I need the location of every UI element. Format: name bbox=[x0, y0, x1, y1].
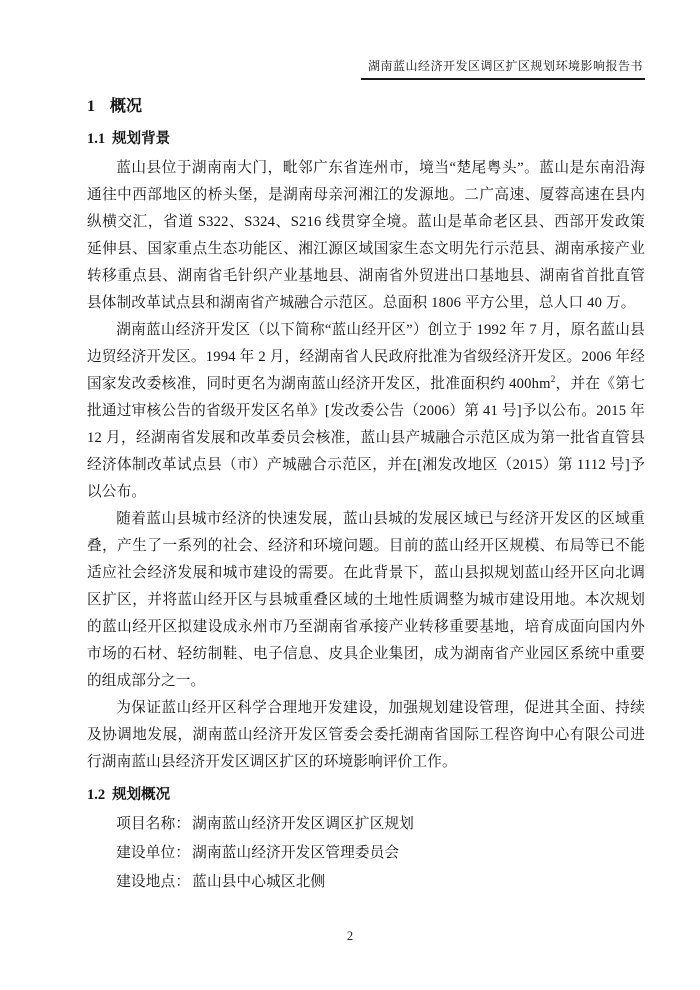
section-heading-background bbox=[87, 129, 645, 149]
overview-item-construction-site bbox=[87, 868, 645, 897]
construction-site-label: 建设地点： bbox=[116, 874, 191, 890]
paragraph-county-intro: 蓝山县位于湖南南大门，毗邻广东省连州市，境当“楚尾粤头”。蓝山是东南沿海通往中西部地区的桥头堡，是湖南母亲河湘江的发源地。二广高速、厦蓉高速在县内纵横交汇，省道 S322、S324、S216 线贯穿全境。蓝山是革命老区县、西部开发政策延伸县、国家重点生态功能区、湘江源区域国家生态文明先行示范县、湖南承接产业转移重点县、湖南省毛针织产业基地县、湖南省外贸进出口基地县、湖南省首批直管县体制改革试点县和湖南省产城融合示范区。总面积 1806 平方公里，总人口 40 万。 bbox=[87, 160, 645, 311]
section-overview-number: 1.2 bbox=[87, 787, 106, 803]
section-overview-title: 规划概况 bbox=[112, 787, 171, 803]
project-name-value: 湖南蓝山经济开发区调区扩区规划 bbox=[192, 816, 415, 832]
section-background-title: 规划背景 bbox=[112, 131, 171, 147]
paragraph-expansion-rationale: 随着蓝山县城市经济的快速发展，蓝山县城的发展区域已与经济开发区的区域重叠，产生了一系列的社会、经济和环境问题。目前的蓝山经开区规模、布局等已不能适应社会经济发展和城市建设的需要。在此背景下，蓝山县拟规划蓝山经开区向北调区扩区，并将蓝山经开区与县城重叠区域的土地性质调整为城市建设用地。本次规划的蓝山经开区拟建设成永州市乃至湖南省承接产业转移重要基地，培育成面向国内外市场的石材、轻纺制鞋、电子信息、皮具企业集团，成为湖南省产业园区系统中重要的组成部分之一。 bbox=[87, 511, 645, 689]
page-number: 2 bbox=[346, 929, 354, 943]
paragraph-zone-history bbox=[87, 317, 645, 506]
zone-history-text-b: ，并在《第七批通过审核公告的省级开发区名单》[发改委公告（2006）第 41 号]予以公布。2015 年 12 月，经湖南省发展和改革委员会核准，蓝山县产城融合示范区成为第一批省直管县经济体制改革试点县（市）产城融合示范区，并在[湘发改地区（2015）第 1112 号]予以公布。 bbox=[87, 376, 645, 500]
page-header bbox=[87, 58, 645, 80]
overview-item-construction-unit bbox=[87, 839, 645, 868]
paragraph-eia-commission: 为保证蓝山经开区科学合理地开发建设，加强规划建设管理，促进其全面、持续及协调地发展，湖南蓝山经济开发区管委会委托湖南省国际工程咨询中心有限公司进行湖南蓝山县经济开发区调区扩区的环境影响评价工作。 bbox=[87, 700, 645, 770]
section-heading-overview bbox=[87, 785, 645, 805]
page-footer bbox=[0, 929, 700, 944]
running-header-title: 湖南蓝山经济开发区调区扩区规划环境影响报告书 bbox=[361, 58, 645, 80]
chapter-number: 1 bbox=[87, 98, 95, 115]
construction-unit-value: 湖南蓝山经济开发区管理委员会 bbox=[192, 845, 400, 861]
overview-item-project-name bbox=[87, 810, 645, 839]
chapter-title: 概况 bbox=[110, 98, 143, 115]
construction-site-value: 蓝山县中心城区北侧 bbox=[192, 874, 326, 890]
zone-history-text-a: 湖南蓝山经济开发区（以下简称“蓝山经开区”）创立于 1992 年 7 月，原名蓝山县边贸经济开发区。1994 年 2 月，经湖南省人民政府批准为省级经济开发区。2006 年经国家发改委核准，同时更名为湖南蓝山经济开发区，批准面积约 400hm bbox=[87, 322, 645, 392]
chapter-heading bbox=[87, 96, 645, 118]
project-name-label: 项目名称： bbox=[116, 816, 191, 832]
section-background-number: 1.1 bbox=[87, 131, 106, 147]
square-meter-superscript: 2 bbox=[550, 374, 556, 385]
construction-unit-label: 建设单位： bbox=[116, 845, 191, 861]
